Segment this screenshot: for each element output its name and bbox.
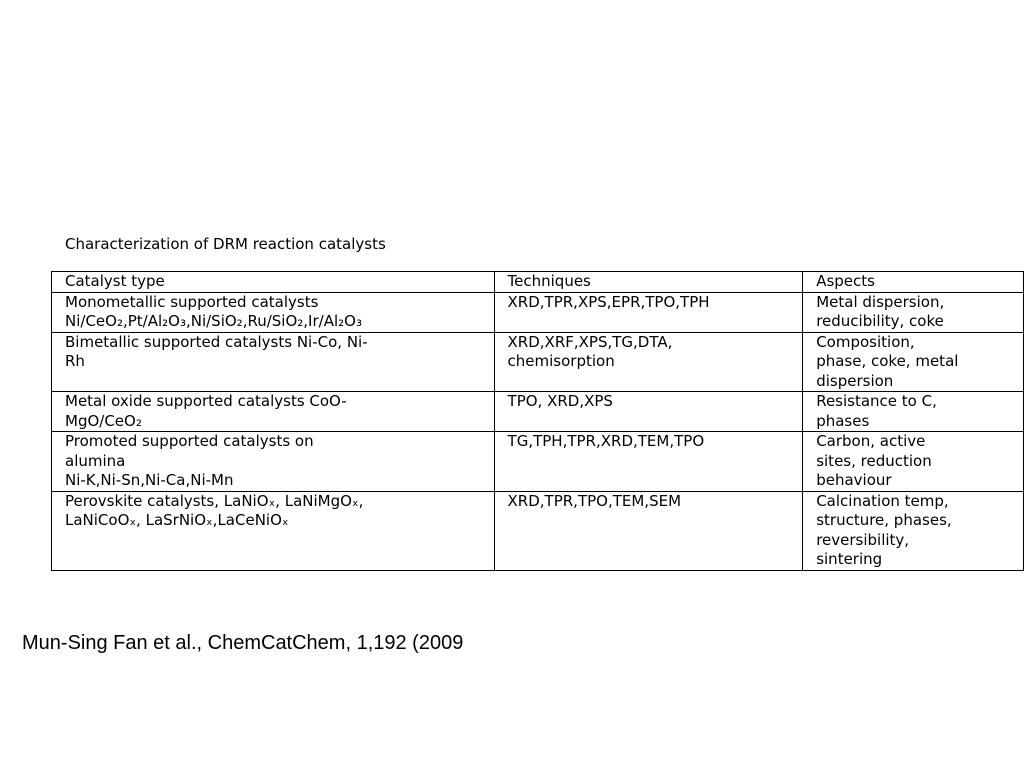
table-row xyxy=(52,332,1024,392)
table-title: Characterization of DRM reaction catalysts xyxy=(65,235,386,253)
cell-line: XRD,TPR,TPO,TEM,SEM xyxy=(507,491,682,510)
techniques-cell xyxy=(494,292,803,332)
catalyst-cell xyxy=(52,392,495,432)
cell-line: XRD,TPR,XPS,EPR,TPO,TPH xyxy=(507,292,710,311)
techniques-cell xyxy=(494,491,803,570)
cell-line: TG,TPH,TPR,XRD,TEM,TPO xyxy=(507,432,705,450)
cell-line: chemisorption xyxy=(507,352,615,370)
cell-line: MgO/CeO₂ xyxy=(65,411,142,430)
cell-line: Rh xyxy=(65,352,85,370)
cell-line: Metal dispersion, xyxy=(816,292,945,311)
aspects-cell xyxy=(803,292,1024,332)
cell-line: Ni-K,Ni-Sn,Ni-Ca,Ni-Mn xyxy=(65,471,234,489)
cell-line: LaNiCoOₓ, LaSrNiOₓ,LaCeNiOₓ xyxy=(65,511,289,529)
catalyst-cell xyxy=(52,332,495,392)
techniques-cell xyxy=(494,332,803,392)
cell-line: behaviour xyxy=(816,471,892,489)
cell-line: Resistance to C, xyxy=(816,392,937,410)
aspects-cell xyxy=(803,432,1024,492)
aspects-cell xyxy=(803,491,1024,570)
cell-line: structure, phases, xyxy=(816,511,952,529)
citation: Mun-Sing Fan et al., ChemCatChem, 1,192 (2009 xyxy=(22,632,464,654)
table-row xyxy=(52,491,1024,570)
table-header-row xyxy=(52,272,1024,293)
cell-line: phases xyxy=(816,411,870,430)
header-techniques: Techniques xyxy=(494,272,803,293)
cell-line: TPO, XRD,XPS xyxy=(507,392,613,410)
catalyst-cell xyxy=(52,491,495,570)
cell-line: Metal oxide supported catalysts CoO- xyxy=(65,392,347,410)
cell-line: reversibility, xyxy=(816,530,910,549)
table-row xyxy=(52,432,1024,492)
cell-line: Monometallic supported catalysts xyxy=(65,292,319,311)
techniques-cell xyxy=(494,392,803,432)
cell-line: Composition, xyxy=(816,332,915,351)
cell-line: phase, coke, metal xyxy=(816,352,959,370)
cell-line: XRD,XRF,XPS,TG,DTA, xyxy=(507,332,673,351)
table-row xyxy=(52,392,1024,432)
cell-line: Perovskite catalysts, LaNiOₓ, LaNiMgOₓ, xyxy=(65,491,364,510)
cell-line: alumina xyxy=(65,451,126,470)
cell-line: reducibility, coke xyxy=(816,312,944,330)
cell-line: Bimetallic supported catalysts Ni-Co, Ni- xyxy=(65,332,368,351)
header-catalyst-type: Catalyst type xyxy=(52,272,495,293)
table-row xyxy=(52,292,1024,332)
cell-line: Calcination temp, xyxy=(816,491,949,510)
cell-line: Ni/CeO₂,Pt/Al₂O₃,Ni/SiO₂,Ru/SiO₂,Ir/Al₂O₃ xyxy=(65,312,362,330)
catalyst-cell xyxy=(52,292,495,332)
cell-line: Promoted supported catalysts on xyxy=(65,432,314,450)
aspects-cell xyxy=(803,392,1024,432)
cell-line: dispersion xyxy=(816,371,894,390)
catalyst-table xyxy=(51,271,1024,571)
techniques-cell xyxy=(494,432,803,492)
catalyst-cell xyxy=(52,432,495,492)
aspects-cell xyxy=(803,332,1024,392)
cell-line: Carbon, active xyxy=(816,432,926,450)
cell-line: sites, reduction xyxy=(816,451,932,470)
cell-line: sintering xyxy=(816,550,883,568)
header-aspects: Aspects xyxy=(803,272,1024,293)
